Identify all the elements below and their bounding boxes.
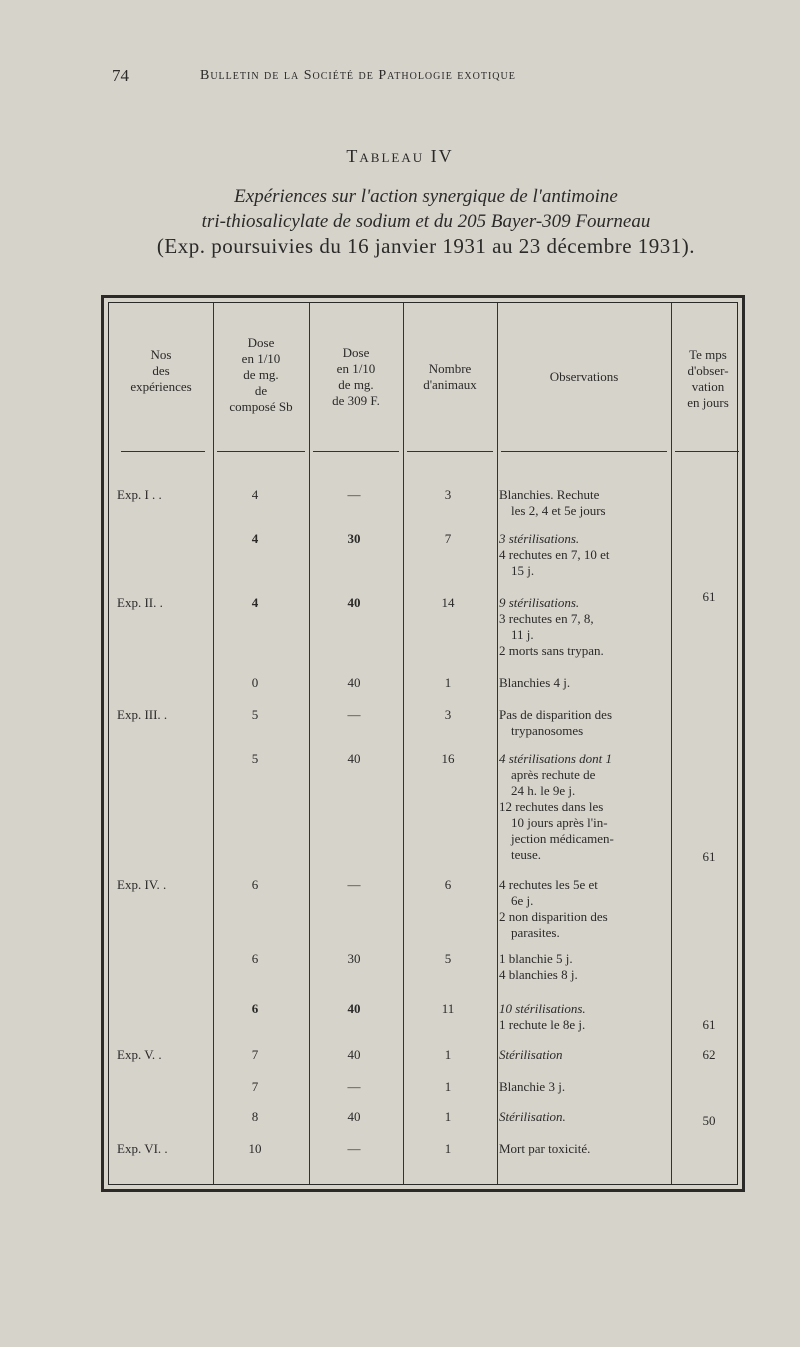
header-line: des [152,363,170,378]
subtitle-line-3: (Exp. poursuivies du 16 janvier 1931 au 23 décembre 1931). [156,234,696,258]
obs-line: 24 h. le 9e j. [511,783,576,798]
header-dose-309 [309,345,403,409]
obs-line: Blanchies. Rechute [499,487,600,502]
obs-line: 4 blanchies 8 j. [499,967,578,982]
dose-sb: 4 [251,595,259,610]
header-line: d'obser- [687,363,729,378]
header-line: en 1/10 [241,351,281,366]
observations-cell [499,595,669,659]
obs-line: teuse. [511,847,541,862]
obs-line: Blanchies 4 j. [499,675,571,690]
header-rule [313,451,399,452]
obs-line: 9 stérilisations. [499,595,580,610]
dose-309: — [347,1079,361,1094]
obs-line: 1 blanchie 5 j. [499,951,573,966]
observations-cell [499,877,669,941]
header-line: Te mps [689,347,727,362]
animal-count: 5 [444,951,452,966]
obs-line: Stérilisation. [499,1109,566,1124]
dose-sb: 0 [251,675,259,690]
dose-sb: 6 [251,951,259,966]
page-number: 74 [112,66,129,85]
dose-309: — [347,707,361,722]
dose-sb: 5 [251,751,259,766]
dose-sb: 7 [251,1047,259,1062]
dose-sb: 10 [248,1141,262,1156]
table-inner [108,302,738,1185]
animal-count: 11 [441,1001,455,1016]
animal-count: 7 [444,531,452,546]
observation-days: 62 [702,1047,716,1062]
animal-count: 1 [444,1047,452,1062]
journal-title: Bulletin de la Société de Pathologie exotique [200,68,516,83]
header-line: de [254,383,268,398]
header-line: de mg. [338,377,374,392]
header-experiences [109,347,213,395]
header-line: vation [691,379,725,394]
dose-309: — [347,1141,361,1156]
animal-count: 14 [441,595,455,610]
experiment-label: Exp. I . . [117,487,162,502]
header-temps [671,347,745,411]
header-line: Nombre [428,361,472,376]
obs-line: 12 rechutes dans les [499,799,604,814]
animal-count: 3 [444,707,452,722]
header-line: de 309 F. [332,393,380,408]
running-head [0,66,800,86]
obs-line: Stérilisation [499,1047,563,1062]
dose-309: 30 [347,531,361,546]
animal-count: 3 [444,487,452,502]
observation-days: 61 [702,1017,716,1032]
header-rule [675,451,739,452]
header-line: d'animaux [423,377,477,392]
header-line: composé Sb [229,399,293,414]
obs-line: 3 stérilisations. [499,531,580,546]
header-line: Observations [549,369,619,384]
subtitle-line-2: tri-thiosalicylate de sodium et du 205 Bayer-309 Fourneau [201,211,651,232]
observations-cell [499,707,669,739]
dose-309: 40 [347,675,361,690]
header-rule [217,451,305,452]
obs-line: 10 stérilisations. [499,1001,586,1016]
header-nombre [403,361,497,393]
dose-309: 40 [347,751,361,766]
dose-309: 40 [347,595,361,610]
obs-line: 2 morts sans trypan. [499,643,604,658]
obs-line: Blanchie 3 j. [499,1079,566,1094]
observations-cell [499,1141,669,1157]
experiment-label: Exp. IV. . [117,877,167,892]
observations-cell [499,951,669,983]
header-line: Dose [247,335,275,350]
animal-count: 16 [441,751,455,766]
obs-line: jection médicamen- [511,831,614,846]
dose-309: 40 [347,1001,361,1016]
dose-sb: 4 [251,531,259,546]
obs-line: 6e j. [511,893,534,908]
dose-sb: 4 [251,487,259,502]
header-line: Dose [342,345,370,360]
dose-sb: 8 [251,1109,259,1124]
obs-line: 2 non disparition des [499,909,608,924]
experiment-label: Exp. III. . [117,707,168,722]
obs-line: Pas de disparition des [499,707,613,722]
observations-cell [499,1109,669,1125]
header-rule [501,451,667,452]
observations-cell [499,751,669,863]
obs-line: 4 rechutes en 7, 10 et [499,547,610,562]
animal-count: 1 [444,1109,452,1124]
header-line: expériences [130,379,192,394]
header-observations [497,369,671,385]
observation-days: 61 [702,589,716,604]
obs-line: après rechute de [511,767,596,782]
obs-line: les 2, 4 et 5e jours [511,503,606,518]
observations-cell [499,1047,669,1063]
observations-cell [499,1001,669,1033]
header-line: en 1/10 [336,361,376,376]
obs-line: 4 rechutes les 5e et [499,877,598,892]
subtitle-line-1: Expériences sur l'action synergique de l'antimoine [234,186,618,207]
dose-309: — [347,877,361,892]
obs-line: parasites. [511,925,560,940]
observation-days: 61 [702,849,716,864]
header-line: en jours [687,395,729,410]
dose-sb: 6 [251,877,259,892]
column-divider [671,303,672,1184]
header-line: de mg. [243,367,279,382]
dose-309: 40 [347,1047,361,1062]
dose-309: 40 [347,1109,361,1124]
observations-cell [499,1079,669,1095]
dose-309: — [347,487,361,502]
obs-line: 3 rechutes en 7, 8, [499,611,594,626]
experiment-label: Exp. V. . [117,1047,162,1062]
column-divider [497,303,498,1184]
obs-line: 10 jours après l'in- [511,815,608,830]
experiment-label: Exp. VI. . [117,1141,168,1156]
obs-line: Mort par toxicité. [499,1141,591,1156]
animal-count: 1 [444,675,452,690]
dose-sb: 6 [251,1001,259,1016]
obs-line: 1 rechute le 8e j. [499,1017,586,1032]
obs-line: 11 j. [511,627,534,642]
observation-days: 50 [702,1113,716,1128]
animal-count: 1 [444,1141,452,1156]
animal-count: 6 [444,877,452,892]
header-line: Nos [150,347,172,362]
obs-line: 15 j. [511,563,535,578]
experiment-label: Exp. II. . [117,595,163,610]
results-table [101,295,745,1192]
observations-cell [499,531,669,579]
dose-sb: 5 [251,707,259,722]
obs-line: 4 stérilisations dont 1 [499,751,613,766]
header-rule [121,451,205,452]
dose-sb: 7 [251,1079,259,1094]
animal-count: 1 [444,1079,452,1094]
header-rule [407,451,493,452]
header-dose-sb [213,335,309,415]
table-title: Tableau IV [346,146,454,166]
observations-cell [499,675,669,691]
dose-309: 30 [347,951,361,966]
observations-cell [499,487,669,519]
obs-line: trypanosomes [511,723,584,738]
